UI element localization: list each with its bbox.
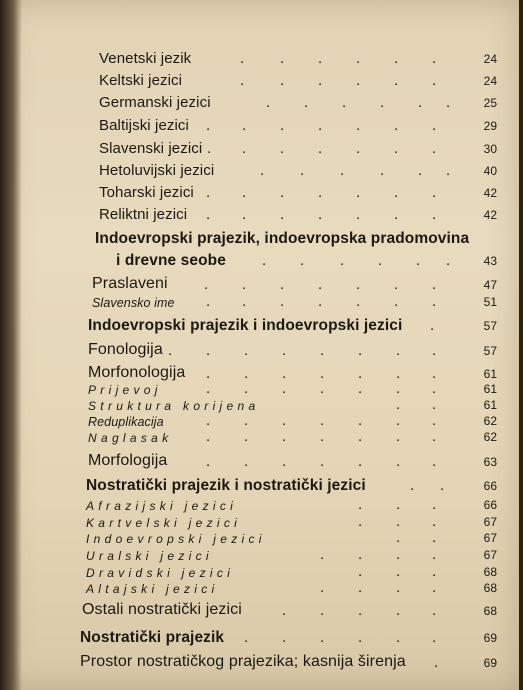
leader-dot: . [320,412,325,429]
leader-dot: . [410,477,415,494]
leader-dot: . [394,140,399,157]
leader-dot: . [432,546,437,563]
leader-dot: . [282,412,287,429]
leader-dot: . [432,453,437,470]
toc-entry-title: Prijevoj [88,383,162,397]
toc-entry-page: 42 [483,186,497,200]
toc-entry [0,451,523,471]
leader-dot: . [356,72,361,89]
leader-dot: . [280,206,285,223]
toc-entry-page: 30 [483,142,497,156]
leader-dot: . [242,140,247,157]
toc-entry-page: 68 [483,604,497,618]
leader-dot: . [206,380,211,397]
leader-dot: . [356,206,361,223]
toc-entry-page: 24 [483,52,497,66]
leader-dot: . [356,293,361,310]
leader-dot: . [356,50,361,67]
leader-dot: . [394,72,399,89]
leader-dot: . [356,276,361,293]
leader-dot: . [446,162,451,179]
leader-dot: . [396,428,401,445]
toc-entry-heading [0,315,523,335]
toc-entry-title: Nostratički prajezik i nostratički jezici [86,476,366,494]
leader-dot: . [244,453,249,470]
toc-entry-title: i drevne seobe [116,251,226,269]
toc-entry-page: 61 [483,382,497,396]
leader-dot: . [318,140,323,157]
leader-dot: . [260,162,265,179]
leader-dot: . [446,252,451,269]
leader-dot: . [280,184,285,201]
toc-entry-title: Indoevropski prajezik i indoevropski jezici [88,316,403,334]
toc-entry-title: Uralski jezici [86,549,213,563]
leader-dot: . [242,184,247,201]
toc-entry-title: Altajski jezici [86,582,219,596]
leader-dot: . [432,293,437,310]
toc-entry-page: 69 [483,656,497,670]
leader-dot: . [394,293,399,310]
leader-dot: . [358,380,363,397]
leader-dot: . [358,579,363,596]
leader-dot: . [318,72,323,89]
leader-dot: . [396,546,401,563]
leader-dot: . [340,252,345,269]
toc-entry-title: Nostratički prajezik [80,628,225,646]
leader-dot: . [432,396,437,413]
toc-entry-page: 67 [483,515,497,529]
leader-dot: . [282,453,287,470]
leader-dot: . [380,94,385,111]
leader-dot: . [204,276,209,293]
leader-dot: . [262,252,267,269]
leader-dot: . [432,602,437,619]
leader-dot: . [380,162,385,179]
leader-dot: . [432,140,437,157]
leader-dot: . [320,380,325,397]
leader-dot: . [244,412,249,429]
leader-dot: . [282,380,287,397]
leader-dot: . [396,342,401,359]
toc-entry-page: 66 [483,498,497,512]
leader-dot: . [206,184,211,201]
toc-entry-title: Reliktni jezici [99,206,188,223]
leader-dot: . [396,579,401,596]
leader-dot: . [358,602,363,619]
leader-dot: . [282,602,287,619]
toc-entry-page: 61 [483,398,497,412]
leader-dot: . [432,529,437,546]
leader-dot: . [356,117,361,134]
leader-dot: . [206,428,211,445]
leader-dot: . [320,629,325,646]
leader-dot: . [432,496,437,513]
toc-entry [0,204,523,224]
toc-entry-heading-line1 [0,228,523,248]
leader-dot: . [320,342,325,359]
toc-entry-page: 42 [483,208,497,222]
toc-entry [0,652,523,672]
leader-dot: . [242,293,247,310]
toc-entry-page: 57 [483,344,497,358]
toc-entry-page: 62 [483,430,497,444]
leader-dot: . [358,365,363,382]
toc-entry-title: Baltijski jezici [99,117,189,134]
leader-dot: . [432,206,437,223]
leader-dot: . [432,50,437,67]
toc-entry-page: 43 [483,254,497,268]
toc-subentry [0,291,523,311]
leader-dot: . [358,513,363,530]
toc-entry [0,92,523,112]
leader-dot: . [244,380,249,397]
toc-entry-title: Indoevropski jezici [86,532,266,546]
toc-entry-title: Dravidski jezici [86,566,235,580]
leader-dot: . [282,365,287,382]
leader-dot: . [242,206,247,223]
leader-dot: . [266,94,271,111]
leader-dot: . [207,140,212,157]
toc-entry-page: 69 [483,631,497,645]
leader-dot: . [242,276,247,293]
leader-dot: . [394,184,399,201]
toc-entry [0,600,523,620]
leader-dot: . [318,206,323,223]
leader-dot: . [396,496,401,513]
leader-dot: . [206,117,211,134]
leader-dot: . [432,412,437,429]
leader-dot: . [432,380,437,397]
leader-dot: . [280,117,285,134]
toc-entry-page: 68 [483,565,497,579]
toc-entry [0,182,523,202]
leader-dot: . [280,293,285,310]
leader-dot: . [396,380,401,397]
leader-dot: . [320,453,325,470]
leader-dot: . [340,162,345,179]
toc-entry-page: 67 [483,531,497,545]
leader-dot: . [358,546,363,563]
leader-dot: . [396,412,401,429]
toc-entry-title: Naglasak [88,431,173,445]
leader-dot: . [432,428,437,445]
leader-dot: . [358,629,363,646]
toc-subentry [0,577,523,597]
leader-dot: . [432,276,437,293]
leader-dot: . [358,563,363,580]
leader-dot: . [318,276,323,293]
toc-entry-title: Afrazijski jezici [86,499,238,513]
leader-dot: . [358,412,363,429]
toc-subentry [0,426,523,446]
leader-dot: . [396,529,401,546]
toc-entry-page: 47 [483,278,497,292]
leader-dot: . [432,72,437,89]
leader-dot: . [318,293,323,310]
leader-dot: . [318,117,323,134]
leader-dot: . [320,546,325,563]
leader-dot: . [358,496,363,513]
leader-dot: . [242,117,247,134]
toc-entry-heading [0,627,523,647]
leader-dot: . [320,579,325,596]
toc-entry-title: Kartvelski jezici [86,516,242,530]
toc-entry-title: Prostor nostratičkog prajezika; kasnija širenja [80,653,406,670]
toc-entry-title: Indoevropski prajezik, indoevropska pradomovina [95,229,470,247]
leader-dot: . [206,412,211,429]
toc-entry-page: 40 [483,164,497,178]
leader-dot: . [206,206,211,223]
leader-dot: . [168,342,173,359]
leader-dot: . [396,365,401,382]
leader-dot: . [358,453,363,470]
leader-dot: . [396,396,401,413]
toc-entry [0,48,523,68]
leader-dot: . [300,252,305,269]
toc-entry-page: 68 [483,581,497,595]
toc-entry [0,70,523,90]
toc-entry-page: 57 [483,319,497,333]
leader-dot: . [378,252,383,269]
leader-dot: . [280,276,285,293]
toc-entry-title: Fonologija [88,341,163,358]
leader-dot: . [318,50,323,67]
toc-entry-title: Struktura korijena [88,399,260,413]
toc-entry-page: 67 [483,548,497,562]
toc-entry-title: Venetski jezik [99,50,192,67]
leader-dot: . [282,629,287,646]
leader-dot: . [432,365,437,382]
toc-entry [0,138,523,158]
toc-entry-page: 61 [483,367,497,381]
leader-dot: . [206,342,211,359]
leader-dot: . [394,50,399,67]
leader-dot: . [300,162,305,179]
leader-dot: . [396,629,401,646]
leader-dot: . [318,184,323,201]
toc-entry-page: 51 [483,295,497,309]
toc-entry-title: Hetoluvijski jezici [99,162,215,179]
leader-dot: . [304,94,309,111]
leader-dot: . [356,140,361,157]
leader-dot: . [320,602,325,619]
leader-dot: . [240,50,245,67]
toc-entry-title: Praslaveni [92,275,168,292]
leader-dot: . [320,365,325,382]
leader-dot: . [396,602,401,619]
leader-dot: . [282,342,287,359]
leader-dot: . [320,428,325,445]
leader-dot: . [394,276,399,293]
toc-entry-page: 25 [483,96,497,110]
leader-dot: . [358,428,363,445]
leader-dot: . [418,94,423,111]
leader-dot: . [430,317,435,334]
leader-dot: . [432,629,437,646]
leader-dot: . [432,579,437,596]
leader-dot: . [432,342,437,359]
leader-dot: . [280,50,285,67]
toc-entry-title: Slavensko ime [92,295,175,310]
leader-dot: . [356,184,361,201]
toc-entry-page: 62 [483,414,497,428]
toc-entry-page: 66 [483,479,497,493]
leader-dot: . [416,252,421,269]
leader-dot: . [418,162,423,179]
toc-entry-page: 24 [483,74,497,88]
leader-dot: . [240,72,245,89]
leader-dot: . [432,184,437,201]
toc-entry-title: Reduplikacija [88,414,164,429]
leader-dot: . [244,342,249,359]
leader-dot: . [206,293,211,310]
leader-dot: . [396,513,401,530]
toc-entry-title: Morfonologija [88,364,186,381]
leader-dot: . [440,477,445,494]
leader-dot: . [396,453,401,470]
leader-dot: . [282,428,287,445]
leader-dot: . [396,563,401,580]
toc-entry-heading [0,250,523,270]
leader-dot: . [446,94,451,111]
leader-dot: . [244,428,249,445]
toc-entry [0,115,523,135]
leader-dot: . [280,72,285,89]
toc-entry-title: Slavenski jezici [99,140,203,157]
toc-entry-page: 29 [483,119,497,133]
leader-dot: . [280,140,285,157]
leader-dot: . [394,206,399,223]
leader-dot: . [432,117,437,134]
leader-dot: . [432,513,437,530]
toc-entry-title: Morfologija [88,452,168,469]
toc-entry-page: 63 [483,455,497,469]
toc-entry-title: Ostali nostratički jezici [82,601,242,618]
leader-dot: . [434,654,439,671]
leader-dot: . [206,453,211,470]
leader-dot: . [358,342,363,359]
toc-entry-heading [0,475,523,495]
leader-dot: . [432,563,437,580]
leader-dot: . [244,365,249,382]
toc-entry-title: Keltski jezici [99,72,183,89]
toc-entry-title: Toharski jezici [99,184,194,201]
toc-entry-title: Germanski jezici [99,94,211,111]
toc-entry [0,340,523,360]
leader-dot: . [394,117,399,134]
leader-dot: . [206,365,211,382]
leader-dot: . [342,94,347,111]
leader-dot: . [244,629,249,646]
toc-entry [0,160,523,180]
